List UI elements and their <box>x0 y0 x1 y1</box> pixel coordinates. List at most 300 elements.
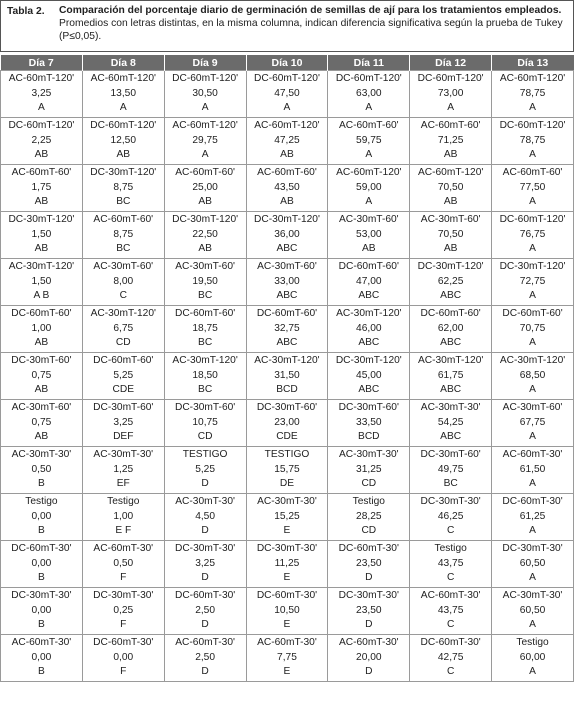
table-cell <box>1 71 83 118</box>
table-cell <box>328 71 410 118</box>
cell-treatment: AC-60mT-30' <box>338 637 399 648</box>
cell-value: 3,25 <box>113 416 134 428</box>
cell-treatment: AC-30mT-60' <box>338 214 399 225</box>
cell-letters: AB <box>34 384 49 395</box>
cell-letters: A <box>529 290 536 301</box>
table-cell <box>492 212 574 259</box>
cell-value: 67,75 <box>519 416 546 428</box>
cell-treatment: AC-30mT-60' <box>502 402 563 413</box>
cell-value: 47,25 <box>274 134 300 146</box>
cell-treatment: AC-30mT-120' <box>254 355 320 366</box>
cell-letters: CDE <box>276 431 298 442</box>
cell-value: 12,50 <box>110 134 137 146</box>
cell-letters: DE <box>279 478 295 489</box>
cell-treatment: AC-30mT-30' <box>257 496 317 507</box>
cell-value: 20,00 <box>356 651 382 663</box>
cell-value: 60,00 <box>519 651 546 663</box>
cell-value: 0,00 <box>31 510 52 522</box>
table-cell <box>492 259 574 306</box>
cell-letters: EF <box>116 478 130 489</box>
table-cell <box>492 306 574 353</box>
table-cell <box>328 447 410 494</box>
cell-treatment: AC-60mT-30' <box>11 637 72 648</box>
germination-table <box>0 55 574 682</box>
table-cell <box>328 400 410 447</box>
table-body <box>1 71 574 682</box>
table-cell <box>82 165 164 212</box>
table-row <box>1 447 574 494</box>
cell-letters: AB <box>34 196 49 207</box>
caption-note-significance: (P≤0,05). <box>59 31 102 42</box>
table-cell <box>328 306 410 353</box>
cell-treatment: AC-60mT-60' <box>257 167 317 178</box>
cell-treatment: DC-30mT-60' <box>420 449 481 460</box>
cell-letters: BC <box>116 196 131 207</box>
cell-value: 23,50 <box>356 557 382 569</box>
cell-value: 53,00 <box>356 228 382 240</box>
cell-letters: AB <box>34 243 49 254</box>
cell-treatment: DC-60mT-120' <box>335 73 402 84</box>
cell-treatment: AC-60mT-30' <box>420 590 481 601</box>
cell-value: 0,75 <box>31 369 52 381</box>
table-cell <box>164 635 246 682</box>
cell-treatment: AC-30mT-30' <box>175 496 235 507</box>
table-row <box>1 212 574 259</box>
table-row <box>1 400 574 447</box>
cell-treatment: DC-30mT-120' <box>417 261 484 272</box>
cell-letters: AB <box>34 149 49 160</box>
cell-treatment: AC-60mT-30' <box>175 637 235 648</box>
table-row <box>1 541 574 588</box>
cell-treatment: DC-60mT-30' <box>420 637 481 648</box>
cell-treatment: DC-60mT-60' <box>11 308 72 319</box>
cell-letters: D <box>201 525 209 536</box>
cell-value: 5,25 <box>195 463 216 475</box>
cell-letters: E <box>283 619 291 630</box>
cell-treatment: TESTIGO <box>264 449 310 460</box>
cell-letters: CD <box>115 337 131 348</box>
table-cell <box>1 400 83 447</box>
cell-letters: D <box>365 619 373 630</box>
cell-letters: A <box>365 102 373 113</box>
cell-treatment: AC-30mT-30' <box>420 402 481 413</box>
cell-letters: F <box>120 572 127 583</box>
cell-value: 2,25 <box>31 134 52 146</box>
cell-value: 33,50 <box>356 416 382 428</box>
table-cell <box>410 447 492 494</box>
cell-letters: A <box>529 102 536 113</box>
table-cell <box>410 494 492 541</box>
cell-treatment: DC-60mT-120' <box>499 120 566 131</box>
cell-letters: B <box>38 525 45 536</box>
table-cell <box>246 259 328 306</box>
cell-value: 15,75 <box>274 463 300 475</box>
cell-treatment: DC-30mT-30' <box>338 590 399 601</box>
cell-treatment: AC-30mT-120' <box>172 355 238 366</box>
table-row <box>1 306 574 353</box>
cell-letters: A B <box>33 290 50 301</box>
cell-letters: E F <box>115 525 132 536</box>
table-cell <box>1 588 83 635</box>
cell-value: 43,75 <box>437 557 464 569</box>
cell-letters: D <box>365 666 373 677</box>
cell-letters: B <box>38 572 45 583</box>
cell-treatment: AC-30mT-60' <box>175 261 235 272</box>
table-cell <box>164 541 246 588</box>
cell-letters: A <box>529 196 536 207</box>
cell-treatment: AC-30mT-30' <box>338 449 399 460</box>
cell-letters: A <box>447 102 455 113</box>
cell-treatment: AC-60mT-120' <box>90 73 156 84</box>
cell-letters: C <box>446 525 455 536</box>
cell-treatment: DC-60mT-60' <box>256 308 318 319</box>
cell-treatment: DC-60mT-60' <box>93 355 154 366</box>
table-cell <box>492 447 574 494</box>
table-row <box>1 353 574 400</box>
table-cell <box>82 71 164 118</box>
column-header: Día 10 <box>246 55 328 71</box>
cell-letters: F <box>120 619 127 630</box>
table-cell <box>492 165 574 212</box>
cell-letters: A <box>365 149 373 160</box>
cell-value: 23,50 <box>356 604 382 616</box>
caption-text <box>59 4 567 43</box>
cell-treatment: AC-30mT-30' <box>11 449 72 460</box>
table-cell <box>82 259 164 306</box>
cell-treatment: AC-60mT-30' <box>502 449 563 460</box>
cell-treatment: DC-30mT-30' <box>174 543 236 554</box>
cell-letters: E <box>283 525 291 536</box>
cell-letters: ABC <box>440 384 462 395</box>
caption-title: Comparación del porcentaje diario de germinación de semillas de ají para los tratamientos empleados. <box>59 5 562 16</box>
cell-letters: D <box>201 478 209 489</box>
cell-treatment: DC-60mT-60' <box>420 308 481 319</box>
table-cell <box>410 353 492 400</box>
cell-treatment: DC-30mT-120' <box>8 214 75 225</box>
table-cell <box>410 71 492 118</box>
table-cell <box>246 635 328 682</box>
cell-treatment: AC-60mT-120' <box>172 120 238 131</box>
cell-letters: CD <box>361 478 377 489</box>
cell-treatment: DC-60mT-30' <box>256 590 318 601</box>
cell-treatment: AC-30mT-120' <box>336 308 402 319</box>
table-row <box>1 165 574 212</box>
cell-letters: AB <box>198 243 212 254</box>
cell-letters: AB <box>443 149 458 160</box>
table-row <box>1 71 574 118</box>
table-cell <box>246 118 328 165</box>
cell-value: 25,00 <box>192 181 218 193</box>
table-cell <box>492 635 574 682</box>
cell-value: 68,50 <box>519 369 546 381</box>
cell-value: 23,00 <box>274 416 300 428</box>
cell-letters: AB <box>198 196 212 207</box>
cell-value: 59,00 <box>356 181 382 193</box>
cell-treatment: AC-60mT-60' <box>175 167 235 178</box>
cell-treatment: DC-60mT-60' <box>502 308 563 319</box>
table-cell <box>164 212 246 259</box>
cell-value: 1,50 <box>31 275 52 287</box>
cell-value: 0,00 <box>113 651 134 663</box>
cell-value: 49,75 <box>437 463 464 475</box>
table-cell <box>410 541 492 588</box>
cell-treatment: AC-30mT-60' <box>11 402 72 413</box>
cell-letters: A <box>529 243 536 254</box>
table-cell <box>328 212 410 259</box>
table-cell <box>82 447 164 494</box>
table-cell <box>1 447 83 494</box>
cell-letters: E <box>283 666 291 677</box>
cell-treatment: DC-30mT-60' <box>338 402 399 413</box>
cell-treatment: DC-30mT-120' <box>499 261 566 272</box>
cell-treatment: Testigo <box>434 543 467 554</box>
cell-value: 62,25 <box>437 275 464 287</box>
cell-treatment: DC-60mT-120' <box>253 73 320 84</box>
cell-value: 61,75 <box>437 369 464 381</box>
table-cell <box>164 447 246 494</box>
cell-letters: A <box>201 149 209 160</box>
column-header: Día 7 <box>1 55 83 71</box>
table-cell <box>492 541 574 588</box>
cell-treatment: AC-60mT-60' <box>93 214 154 225</box>
cell-value: 8,75 <box>113 228 134 240</box>
cell-value: 45,00 <box>356 369 382 381</box>
cell-treatment: TESTIGO <box>182 449 228 460</box>
table-cell <box>1 494 83 541</box>
table-cell <box>164 353 246 400</box>
cell-treatment: DC-60mT-120' <box>172 73 239 84</box>
cell-value: 0,00 <box>31 557 52 569</box>
table-cell <box>164 306 246 353</box>
cell-value: 32,75 <box>274 322 300 334</box>
cell-treatment: DC-60mT-60' <box>338 261 399 272</box>
cell-treatment: DC-60mT-30' <box>174 590 236 601</box>
table-cell <box>82 541 164 588</box>
cell-treatment: AC-60mT-60' <box>338 120 399 131</box>
cell-value: 0,00 <box>31 604 52 616</box>
table-cell <box>1 212 83 259</box>
table-cell <box>246 306 328 353</box>
cell-letters: D <box>365 572 373 583</box>
cell-value: 1,75 <box>31 181 52 193</box>
table-row <box>1 588 574 635</box>
table-cell <box>492 400 574 447</box>
cell-value: 78,75 <box>519 87 546 99</box>
cell-value: 46,25 <box>437 510 464 522</box>
table-cell <box>492 118 574 165</box>
table-cell <box>1 353 83 400</box>
cell-treatment: DC-30mT-30' <box>11 590 72 601</box>
table-cell <box>328 165 410 212</box>
cell-letters: BC <box>198 290 213 301</box>
table-cell <box>410 588 492 635</box>
cell-letters: B <box>38 666 45 677</box>
cell-treatment: AC-60mT-120' <box>336 167 402 178</box>
cell-letters: DEF <box>113 431 134 442</box>
table-cell <box>82 494 164 541</box>
cell-letters: CD <box>197 431 213 442</box>
table-cell <box>82 212 164 259</box>
cell-letters: ABC <box>358 290 380 301</box>
caption-note: Promedios con letras distintas, en la misma columna, indican diferencia significativa según la prueba de Tukey <box>59 18 563 29</box>
table-cell <box>82 588 164 635</box>
cell-value: 0,50 <box>31 463 52 475</box>
cell-treatment: Testigo <box>516 637 549 648</box>
cell-value: 72,75 <box>519 275 546 287</box>
cell-treatment: DC-30mT-60' <box>93 402 154 413</box>
cell-value: 47,50 <box>274 87 300 99</box>
cell-value: 8,00 <box>113 275 134 287</box>
cell-treatment: AC-60mT-60' <box>11 167 72 178</box>
cell-treatment: Testigo <box>352 496 385 507</box>
cell-value: 70,50 <box>437 181 464 193</box>
cell-treatment: AC-30mT-30' <box>502 590 563 601</box>
cell-letters: BC <box>443 478 458 489</box>
cell-letters: BCD <box>358 431 380 442</box>
cell-treatment: AC-60mT-60' <box>420 120 481 131</box>
cell-value: 70,75 <box>519 322 546 334</box>
cell-value: 78,75 <box>519 134 546 146</box>
cell-value: 59,75 <box>356 134 382 146</box>
cell-letters: AB <box>280 196 294 207</box>
cell-letters: ABC <box>440 290 462 301</box>
cell-value: 62,00 <box>437 322 464 334</box>
table-cell <box>82 353 164 400</box>
cell-value: 47,00 <box>356 275 382 287</box>
table-cell <box>328 588 410 635</box>
cell-letters: ABC <box>276 337 298 348</box>
cell-value: 60,50 <box>519 604 546 616</box>
cell-letters: E <box>283 572 291 583</box>
cell-letters: AB <box>280 149 294 160</box>
cell-letters: ABC <box>276 243 298 254</box>
cell-letters: CD <box>361 525 377 536</box>
table-cell <box>492 71 574 118</box>
cell-treatment: AC-60mT-30' <box>257 637 317 648</box>
table-cell <box>164 165 246 212</box>
table-cell <box>1 259 83 306</box>
cell-value: 36,00 <box>274 228 300 240</box>
cell-value: 1,25 <box>113 463 134 475</box>
column-header: Día 11 <box>328 55 410 71</box>
table-cell <box>410 212 492 259</box>
cell-letters: B <box>38 619 45 630</box>
cell-treatment: DC-60mT-120' <box>8 120 75 131</box>
cell-letters: AB <box>362 243 376 254</box>
table-cell <box>246 165 328 212</box>
table-cell <box>328 635 410 682</box>
table-cell <box>410 259 492 306</box>
table-cell <box>246 588 328 635</box>
cell-treatment: DC-30mT-30' <box>93 590 154 601</box>
table-row <box>1 635 574 682</box>
cell-value: 46,00 <box>356 322 382 334</box>
cell-value: 33,00 <box>274 275 300 287</box>
cell-value: 8,75 <box>113 181 134 193</box>
cell-value: 77,50 <box>519 181 546 193</box>
caption-label: Tabla 2. <box>7 6 45 17</box>
cell-treatment: DC-60mT-60' <box>174 308 236 319</box>
cell-value: 28,25 <box>356 510 382 522</box>
cell-value: 43,75 <box>437 604 464 616</box>
cell-value: 0,25 <box>113 604 134 616</box>
table-cell <box>410 635 492 682</box>
table-cell <box>328 259 410 306</box>
cell-value: 29,75 <box>192 134 218 146</box>
cell-treatment: AC-30mT-120' <box>90 308 156 319</box>
table-cell <box>328 118 410 165</box>
cell-treatment: DC-30mT-30' <box>502 543 563 554</box>
cell-treatment: DC-60mT-120' <box>417 73 484 84</box>
cell-letters: A <box>529 525 536 536</box>
column-header: Día 8 <box>82 55 164 71</box>
cell-treatment: AC-30mT-120' <box>8 261 75 272</box>
cell-letters: A <box>529 572 536 583</box>
cell-treatment: DC-60mT-30' <box>11 543 72 554</box>
cell-letters: AB <box>443 196 458 207</box>
cell-letters: A <box>529 619 536 630</box>
cell-value: 22,50 <box>192 228 218 240</box>
cell-treatment: AC-30mT-120' <box>499 355 566 366</box>
cell-letters: D <box>201 619 209 630</box>
cell-letters: AB <box>443 243 458 254</box>
cell-value: 11,25 <box>274 557 300 569</box>
table-cell <box>1 306 83 353</box>
cell-value: 18,50 <box>192 369 218 381</box>
cell-treatment: AC-60mT-120' <box>254 120 320 131</box>
cell-letters: C <box>446 572 455 583</box>
table-cell <box>82 400 164 447</box>
cell-value: 19,50 <box>192 275 218 287</box>
cell-value: 70,50 <box>437 228 464 240</box>
cell-treatment: DC-30mT-60' <box>174 402 236 413</box>
cell-letters: BCD <box>276 384 298 395</box>
table-cell <box>82 306 164 353</box>
cell-value: 4,50 <box>195 510 216 522</box>
cell-value: 7,75 <box>277 651 297 663</box>
cell-value: 71,25 <box>437 134 464 146</box>
table-cell <box>410 118 492 165</box>
cell-letters: A <box>283 102 291 113</box>
column-header: Día 13 <box>492 55 574 71</box>
cell-letters: C <box>446 666 455 677</box>
cell-letters: AB <box>116 149 131 160</box>
cell-letters: D <box>201 666 209 677</box>
table-cell <box>328 541 410 588</box>
cell-treatment: DC-30mT-120' <box>253 214 320 225</box>
cell-value: 63,00 <box>356 87 382 99</box>
table-cell <box>410 165 492 212</box>
cell-treatment: AC-60mT-120' <box>417 167 484 178</box>
table-row <box>1 259 574 306</box>
cell-value: 76,75 <box>519 228 546 240</box>
table-cell <box>1 165 83 212</box>
cell-letters: ABC <box>440 337 462 348</box>
cell-value: 30,50 <box>192 87 218 99</box>
table-cell <box>82 118 164 165</box>
table-cell <box>410 306 492 353</box>
cell-letters: C <box>119 290 127 301</box>
cell-treatment: AC-30mT-60' <box>420 214 481 225</box>
cell-value: 2,50 <box>195 604 216 616</box>
cell-letters: D <box>201 572 209 583</box>
cell-letters: A <box>201 102 209 113</box>
cell-value: 10,50 <box>274 604 300 616</box>
cell-value: 0,00 <box>31 651 52 663</box>
cell-value: 61,50 <box>519 463 546 475</box>
table-cell <box>246 212 328 259</box>
table-cell <box>164 494 246 541</box>
